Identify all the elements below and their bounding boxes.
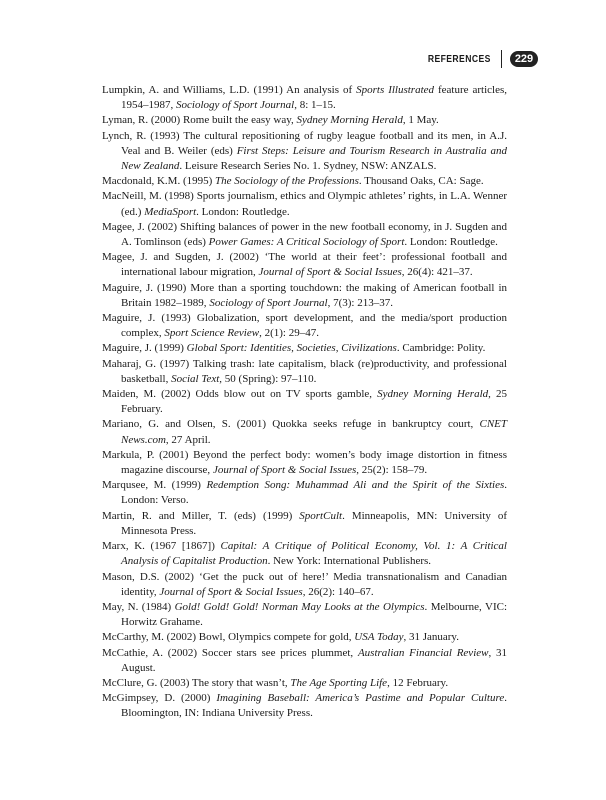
reference-entry: Marx, K. (1967 [1867]) Capital: A Critique of Political Economy, Vol. 1: A Critical Analysis of Capitalist Production. New York: International Publishers.: [102, 540, 507, 568]
reference-entry: Lynch, R. (1993) The cultural repositioning of rugby league football and its men, in A.J. Veal and B. Weiler (eds) First Steps: Leisure and Tourism Research in Australia and New Zealand. Leisure Research Series No. 1. Sydney, NSW: ANZALS.: [102, 129, 507, 173]
reference-list: [102, 83, 507, 722]
reference-entry: McCarthy, M. (2002) Bowl, Olympics compete for gold, USA Today, 31 January.: [102, 631, 459, 644]
reference-entry: Maiden, M. (2002) Odds blow out on TV sports gamble, Sydney Morning Herald, 25 February.: [102, 388, 508, 416]
reference-entry: Lyman, R. (2000) Rome built the easy way, Sydney Morning Herald, 1 May.: [102, 114, 439, 127]
reference-entry: Maguire, J. (1993) Globalization, sport development, and the media/sport production complex, Sport Science Review, 2(1): 29–47.: [102, 312, 507, 340]
running-head: REFERENCES: [427, 53, 491, 65]
reference-entry: Lumpkin, A. and Williams, L.D. (1991) An analysis of Sports Illustrated feature articles, 1954–1987, Sociology of Sport Journal, 8: 1–15.: [102, 84, 507, 112]
reference-entry: Maguire, J. (1990) More than a sporting touchdown: the making of American football in Britain 1982–1989, Sociology of Sport Journal, 7(3): 213–37.: [102, 281, 507, 309]
header-separator: [501, 50, 503, 68]
reference-entry: May, N. (1984) Gold! Gold! Gold! Norman May Looks at the Olympics. Melbourne, VIC: Horwitz Grahame.: [102, 600, 508, 629]
page-header: [414, 48, 538, 70]
reference-entry: McCathie, A. (2002) Soccer stars see prices plummet, Australian Financial Review, 31 August.: [102, 646, 507, 674]
reference-entry: Martin, R. and Miller, T. (eds) (1999) SportCult. Minneapolis, MN: University of Minnesota Press.: [102, 509, 507, 537]
reference-entry: Maharaj, G. (1997) Talking trash: late capitalism, black (re)productivity, and professional basketball, Social Text, 50 (Spring): 97–110.: [102, 357, 507, 385]
reference-entry: Mason, D.S. (2002) ‘Get the puck out of here!’ Media transnationalism and Canadian identity, Journal of Sport & Social Issues, 26(2): 140–67.: [102, 570, 507, 598]
reference-entry: Markula, P. (2001) Beyond the perfect body: women’s body image distortion in fitness magazine discourse, Journal of Sport & Social Issues, 25(2): 158–79.: [102, 448, 507, 477]
reference-entry: Magee, J. and Sugden, J. (2002) ‘The world at their feet’: professional football and international labour migration, Journal of Sport & Social Issues, 26(4): 421–37.: [102, 251, 507, 279]
reference-entry: McGimpsey, D. (2000) Imagining Baseball: America’s Pastime and Popular Culture. Bloomington, IN: Indiana University Press.: [102, 692, 507, 720]
reference-entry: Magee, J. (2002) Shifting balances of power in the new football economy, in J. Sugden and A. Tomlinson (eds) Power Games: A Critical Sociology of Sport. London: Routledge.: [102, 220, 507, 249]
reference-entry: McClure, G. (2003) The story that wasn’t, The Age Sporting Life, 12 February.: [102, 676, 449, 689]
page-number-badge: 229: [510, 51, 538, 67]
reference-entry: Maguire, J. (1999) Global Sport: Identities, Societies, Civilizations. Cambridge: Polity.: [102, 342, 486, 355]
reference-entry: MacNeill, M. (1998) Sports journalism, ethics and Olympic athletes’ rights, in L.A. Wenner (ed.) MediaSport. London: Routledge.: [102, 190, 507, 218]
reference-entry: Mariano, G. and Olsen, S. (2001) Quokka seeks refuge in bankruptcy court, CNET News.com, 27 April.: [102, 418, 507, 446]
reference-entry: Marqusee, M. (1999) Redemption Song: Muhammad Ali and the Spirit of the Sixties. London: Verso.: [102, 479, 508, 507]
reference-entry: Macdonald, K.M. (1995) The Sociology of the Professions. Thousand Oaks, CA: Sage.: [102, 175, 484, 188]
